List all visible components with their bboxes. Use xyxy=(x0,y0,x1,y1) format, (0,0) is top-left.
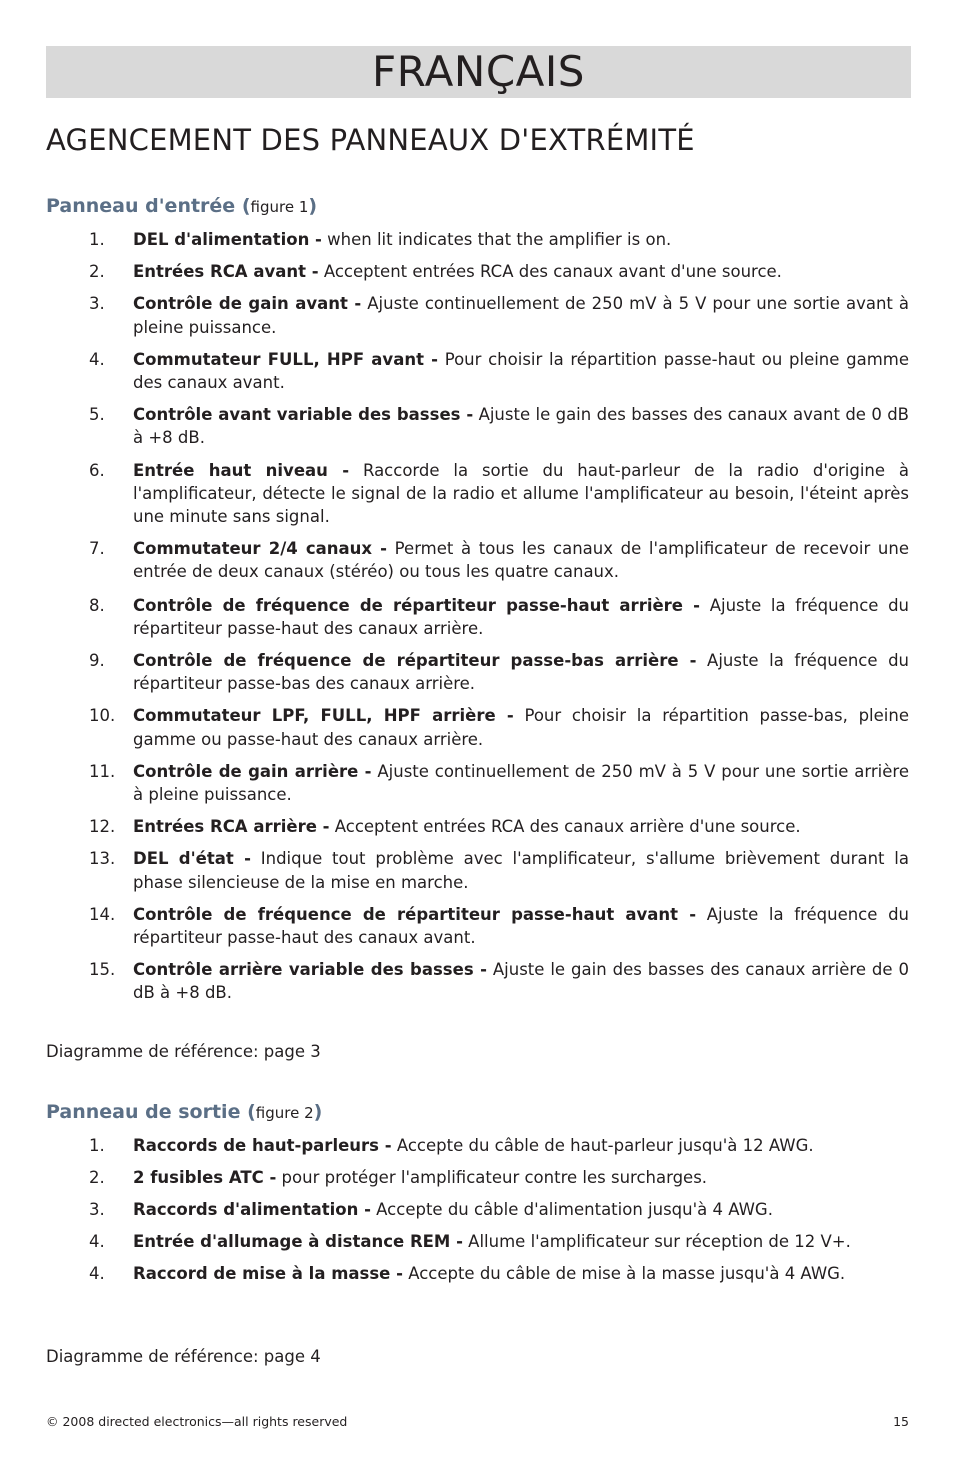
list-item-description: Ajuste la fréquence du répartiteur passe-haut des canaux arrière. xyxy=(133,595,910,638)
list-item-text xyxy=(133,459,909,529)
list-item xyxy=(46,537,909,583)
list-item-description: Accepte du câble d'alimentation jusqu'à 4 AWG. xyxy=(370,1200,773,1220)
list-item xyxy=(46,292,909,338)
list-item-description: Ajuste la fréquence du répartiteur passe-bas des canaux arrière. xyxy=(133,651,910,694)
input-panel-open-paren: ( xyxy=(241,195,251,217)
list-item-description: Acceptent entrées RCA des canaux arrière d'une source. xyxy=(329,817,801,837)
list-item-number: 5. xyxy=(89,405,105,425)
list-item-label: Contrôle de fréquence de répartiteur passe-haut avant - xyxy=(133,904,697,924)
list-item-text xyxy=(133,760,909,806)
list-item-description: Pour choisir la répartition passe-haut ou pleine gamme des canaux avant. xyxy=(133,349,910,393)
list-item xyxy=(46,704,909,750)
list-item xyxy=(46,459,909,529)
list-item xyxy=(46,903,909,949)
input-panel-close-paren: ) xyxy=(308,195,318,217)
list-item-label: Entrées RCA avant - xyxy=(133,262,319,282)
list-item xyxy=(46,815,909,838)
list-item-number: 11. xyxy=(89,761,116,781)
list-item-label: Contrôle avant variable des basses - xyxy=(133,405,474,425)
list-item-text xyxy=(133,403,909,449)
list-item-number: 2. xyxy=(89,262,105,282)
list-item-label: Contrôle de fréquence de répartiteur passe-haut arrière - xyxy=(133,595,701,615)
input-panel-title xyxy=(46,194,317,219)
list-item xyxy=(46,760,909,806)
list-item-number: 9. xyxy=(89,651,105,671)
list-item-label: DEL d'alimentation - xyxy=(133,230,322,249)
list-item-number: 4. xyxy=(89,349,105,369)
list-item xyxy=(46,403,909,449)
list-item-label: Entrée haut niveau - xyxy=(133,460,350,480)
output-panel-title xyxy=(46,1100,322,1125)
list-item xyxy=(46,1230,909,1253)
list-item-label: Contrôle de gain avant - xyxy=(133,294,362,314)
list-item-number: 4. xyxy=(89,1263,105,1283)
list-item-text xyxy=(133,594,909,640)
list-item-number: 10. xyxy=(89,706,116,726)
list-item xyxy=(46,847,909,893)
list-item xyxy=(46,1262,909,1285)
list-item-label: 2 fusibles ATC - xyxy=(133,1168,277,1188)
list-item-number: 4. xyxy=(89,1231,105,1251)
list-item-number: 6. xyxy=(89,460,105,480)
list-item xyxy=(46,958,909,1004)
footer-copyright: © 2008 directed electronics—all rights reserved xyxy=(46,1414,348,1429)
input-panel-title-text: Panneau d'entrée xyxy=(46,195,236,217)
list-item-label: Raccords de haut-parleurs - xyxy=(133,1136,392,1155)
list-item xyxy=(46,1166,909,1189)
list-item-text xyxy=(133,903,909,949)
list-item-description: Ajuste continuellement de 250 mV à 5 V pour une sortie avant à pleine puissance. xyxy=(133,294,910,337)
list-item-text xyxy=(133,228,909,251)
list-item-label: Raccord de mise à la masse - xyxy=(133,1263,403,1283)
list-item-number: 13. xyxy=(89,849,116,869)
list-item-text xyxy=(133,1198,909,1221)
list-item-text xyxy=(133,704,909,750)
list-item-label: DEL d'état - xyxy=(133,849,251,869)
list-item-text xyxy=(133,348,909,394)
list-item xyxy=(46,594,909,640)
list-item-number: 14. xyxy=(89,904,116,924)
list-item-label: Commutateur LPF, FULL, HPF arrière - xyxy=(133,706,514,726)
input-panel-list xyxy=(46,228,909,1005)
list-item-text xyxy=(133,649,909,695)
list-item-number: 8. xyxy=(89,595,105,615)
list-item-number: 15. xyxy=(89,960,116,980)
output-panel-title-text: Panneau de sortie xyxy=(46,1101,241,1123)
list-item xyxy=(46,348,909,394)
list-item xyxy=(46,260,909,283)
list-item xyxy=(46,1198,909,1221)
list-item-label: Contrôle de gain arrière - xyxy=(133,761,372,781)
list-item-description: Allume l'amplificateur sur réception de 12 V+. xyxy=(462,1231,851,1251)
list-item-number: 3. xyxy=(89,1200,105,1220)
list-item-description: Pour choisir la répartition passe-bas, pleine gamme ou passe-haut des canaux arrière. xyxy=(133,706,909,749)
output-panel-reference: Diagramme de référence: page 4 xyxy=(46,1347,321,1366)
footer-page-number: 15 xyxy=(893,1414,909,1429)
list-item-text xyxy=(133,292,909,338)
list-item-description: Acceptent entrées RCA des canaux avant d'une source. xyxy=(318,262,782,282)
list-item-description: Ajuste le gain des basses des canaux avant de 0 dB à +8 dB. xyxy=(133,405,910,448)
list-item-number: 2. xyxy=(89,1168,105,1188)
list-item-description: Accepte du câble de mise à la masse jusqu'à 4 AWG. xyxy=(402,1263,846,1283)
output-panel-list xyxy=(46,1134,909,1285)
list-item-description: Accepte du câble de haut-parleur jusqu'à 12 AWG. xyxy=(391,1136,814,1155)
list-item-label: Contrôle arrière variable des basses - xyxy=(133,960,487,980)
list-item-description: Ajuste la fréquence du répartiteur passe-haut des canaux avant. xyxy=(133,904,909,948)
list-item-number: 1. xyxy=(89,1136,105,1155)
output-panel-close-paren: ) xyxy=(313,1101,323,1123)
list-item-label: Entrées RCA arrière - xyxy=(133,817,330,837)
list-item-text xyxy=(133,1166,909,1189)
input-panel-figure-ref: figure 1 xyxy=(250,198,309,216)
list-item-text xyxy=(133,1134,909,1157)
list-item-description: Raccorde la sortie du haut-parleur de la radio d'origine à l'amplificateur, détecte le signal de la radio et allume l'amplificateur au besoin, l'éteint après une minute sans signal. xyxy=(133,460,910,527)
banner-title: FRANÇAIS xyxy=(372,47,585,96)
language-banner xyxy=(46,46,911,98)
list-item-description: Indique tout problème avec l'amplificateur, s'allume brièvement durant la phase silencieuse de la mise en marche. xyxy=(133,849,910,892)
list-item xyxy=(46,649,909,695)
output-panel-open-paren: ( xyxy=(247,1101,256,1123)
list-item-text xyxy=(133,1230,909,1253)
output-panel-figure-ref: figure 2 xyxy=(255,1104,314,1122)
list-item-label: Commutateur FULL, HPF avant - xyxy=(133,349,439,369)
list-item-number: 1. xyxy=(89,230,105,249)
list-item-number: 3. xyxy=(89,294,105,314)
input-panel-reference: Diagramme de référence: page 3 xyxy=(46,1042,321,1061)
list-item-text xyxy=(133,958,909,1004)
list-item-description: Ajuste continuellement de 250 mV à 5 V pour une sortie arrière à pleine puissance. xyxy=(133,761,909,805)
list-item-description: Permet à tous les canaux de l'amplificateur de recevoir une entrée de deux canaux (stéréo) ou tous les quatre canaux. xyxy=(133,539,909,582)
list-item xyxy=(46,1134,909,1157)
list-item-description: Ajuste le gain des basses des canaux arrière de 0 dB à +8 dB. xyxy=(133,960,909,1003)
list-item-text xyxy=(133,260,909,283)
list-item xyxy=(46,228,909,251)
page-heading: AGENCEMENT DES PANNEAUX D'EXTRÉMITÉ xyxy=(46,123,695,157)
list-item-text xyxy=(133,1262,909,1285)
list-item-label: Commutateur 2/4 canaux - xyxy=(133,539,388,559)
list-item-label: Contrôle de fréquence de répartiteur passe-bas arrière - xyxy=(133,651,697,671)
list-item-label: Entrée d'allumage à distance REM - xyxy=(133,1231,463,1251)
list-item-description: when lit indicates that the amplifier is on. xyxy=(321,230,672,249)
list-item-description: pour protéger l'amplificateur contre les surcharges. xyxy=(276,1168,708,1188)
list-item-label: Raccords d'alimentation - xyxy=(133,1200,371,1220)
list-item-number: 7. xyxy=(89,539,105,559)
list-item-text xyxy=(133,815,909,838)
list-item-number: 12. xyxy=(89,817,116,837)
list-item-text xyxy=(133,537,909,583)
list-item-text xyxy=(133,847,909,893)
